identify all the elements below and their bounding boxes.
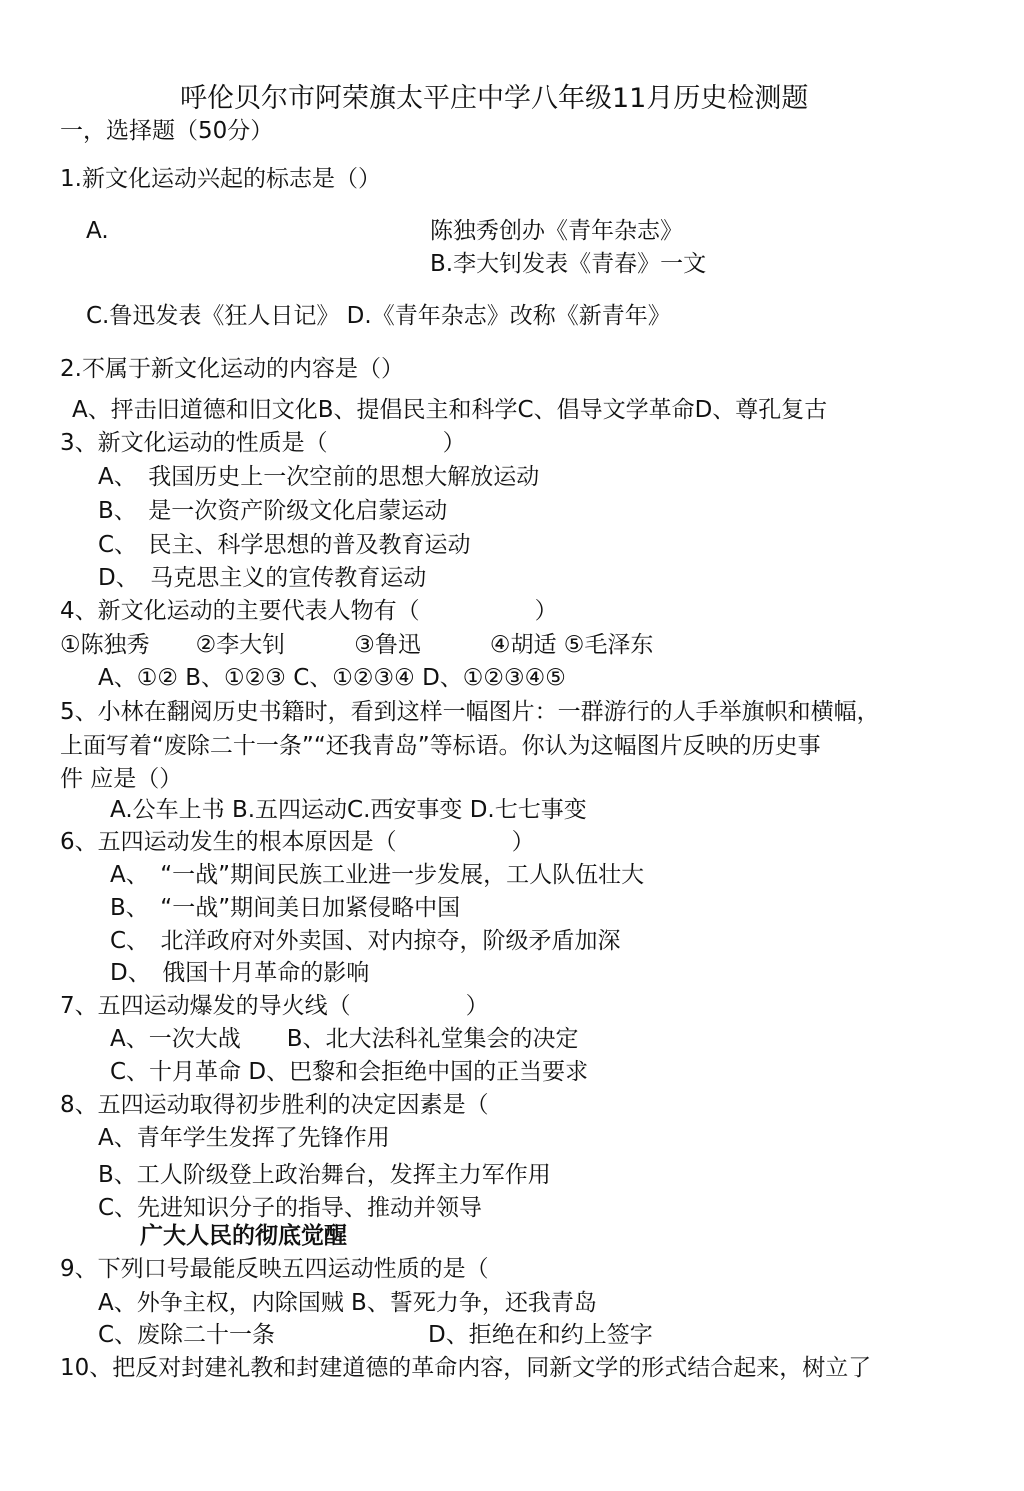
q1-option-b: B.李大钊发表《青春》一文 (430, 251, 707, 277)
q3-option-a: A、 我国历史上一次空前的思想大解放运动 (98, 464, 540, 490)
q9-stem: 9、下列口号最能反映五四运动性质的是（ (60, 1256, 489, 1282)
q1-stem: 1.新文化运动兴起的标志是（） (60, 166, 381, 192)
q8-stem: 8、五四运动取得初步胜利的决定因素是（ (60, 1092, 489, 1118)
q6-option-d: D、 俄国十月革命的影响 (110, 960, 370, 986)
q6-option-a: A、 “一战”期间民族工业进一步发展，工人队伍壮大 (110, 862, 645, 888)
q8-option-c: C、先进知识分子的指导、推动并领导 (98, 1195, 483, 1221)
q10-stem: 10、把反对封建礼教和封建道德的革命内容，同新文学的形式结合起来，树立了 (60, 1355, 872, 1381)
q7-options-ab: A、一次大战 B、北大法科礼堂集会的决定 (110, 1026, 579, 1052)
q7-options-cd: C、十月革命 D、巴黎和会拒绝中国的正当要求 (110, 1059, 589, 1085)
q1-option-a-text: 陈独秀创办《青年杂志》 (430, 218, 683, 244)
q5-options: A.公车上书 B.五四运动C.西安事变 D.七七事变 (110, 797, 587, 823)
q2-stem: 2.不属于新文化运动的内容是（） (60, 356, 404, 382)
q2-options: A、抨击旧道德和旧文化B、提倡民主和科学C、倡导文学革命D、尊孔复古 (72, 397, 828, 423)
q3-option-b: B、 是一次资产阶级文化启蒙运动 (98, 498, 448, 524)
q3-option-c: C、 民主、科学思想的普及教育运动 (98, 532, 471, 558)
q9-option-c: C、废除二十一条 (98, 1322, 276, 1348)
q4-options: A、①② B、①②③ C、①②③④ D、①②③④⑤ (98, 665, 566, 691)
q9-option-d: D、拒绝在和约上签字 (428, 1322, 653, 1348)
section-heading: 一，选择题（50分） (60, 118, 274, 144)
exam-title: 呼伦贝尔市阿荣旗太平庄中学八年级11月历史检测题 (180, 83, 809, 114)
q9-options-ab: A、外争主权，内除国贼 B、誓死力争，还我青岛 (98, 1290, 597, 1316)
q7-stem: 7、五四运动爆发的导火线（ ） (60, 993, 489, 1019)
q4-people: ①陈独秀 ②李大钊 ③鲁迅 ④胡适 ⑤毛泽东 (60, 632, 654, 658)
q8-option-b: B、工人阶级登上政治舞台，发挥主力军作用 (98, 1162, 551, 1188)
q8-option-d: 广大人民的彻底觉醒 (140, 1223, 347, 1249)
q5-stem-line-2: 上面写着“废除二十一条”“还我青岛”等标语。你认为这幅图片反映的历史事 (60, 733, 821, 759)
q1-options-cd: C.鲁迅发表《狂人日记》 D.《青年杂志》改称《新青年》 (86, 303, 671, 329)
q8-option-a: A、青年学生发挥了先锋作用 (98, 1125, 390, 1151)
q5-stem-line-1: 5、小林在翻阅历史书籍时，看到这样一幅图片：一群游行的人手举旗帜和横幅， (60, 699, 880, 725)
q4-stem: 4、新文化运动的主要代表人物有（ ） (60, 598, 558, 624)
q6-stem: 6、五四运动发生的根本原因是（ ） (60, 829, 535, 855)
q6-option-c: C、 北洋政府对外卖国、对内掠夺，阶级矛盾加深 (110, 928, 621, 954)
q3-stem: 3、新文化运动的性质是（ ） (60, 430, 466, 456)
q3-option-d: D、 马克思主义的宣传教育运动 (98, 565, 427, 591)
q1-option-a-label: A. (86, 218, 109, 244)
q5-stem-line-3: 件 应是（） (60, 766, 183, 792)
q6-option-b: B、 “一战”期间美日加紧侵略中国 (110, 895, 461, 921)
